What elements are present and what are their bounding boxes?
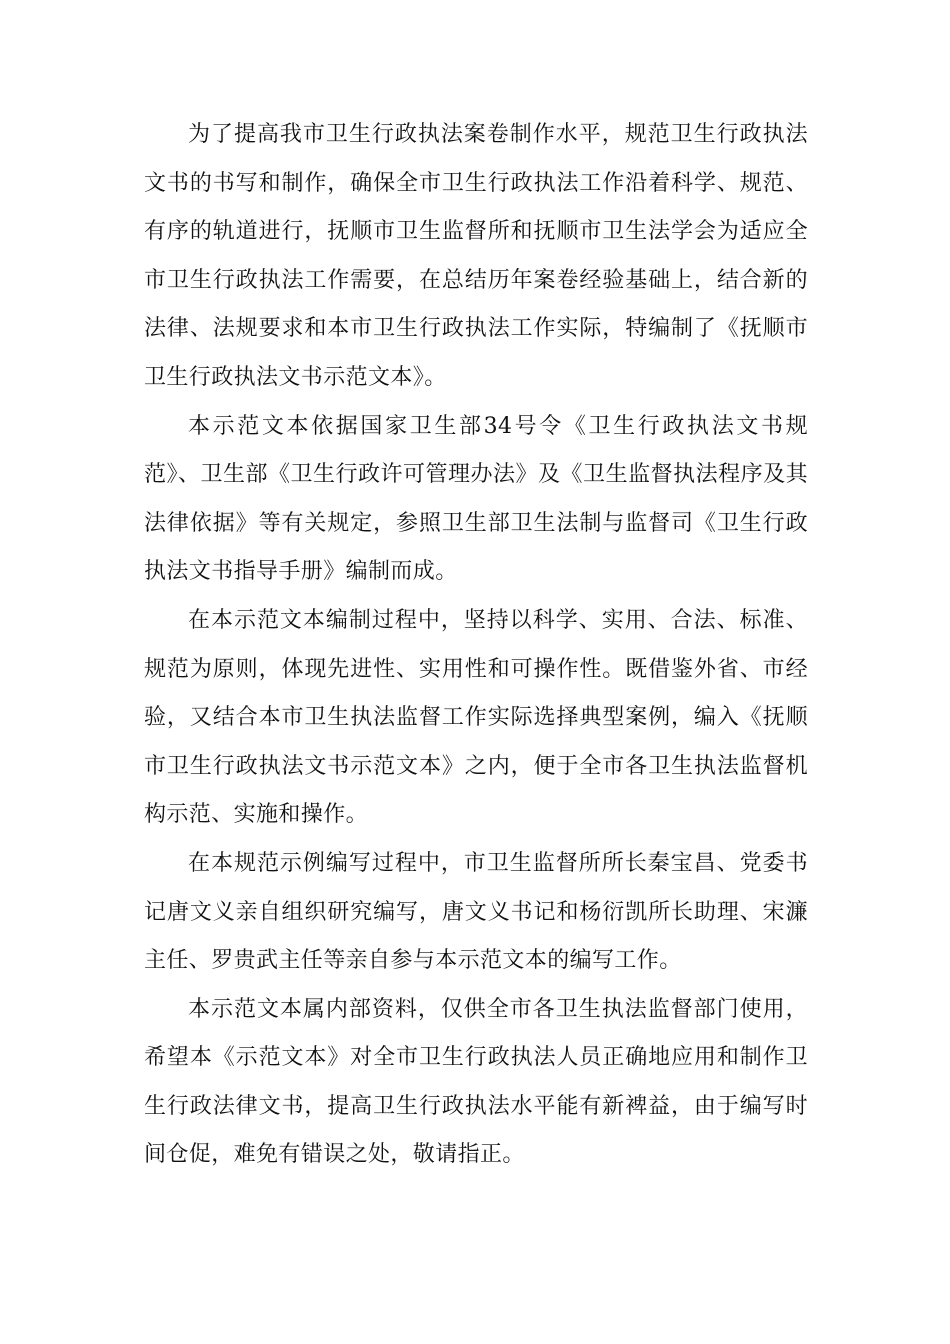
- paragraph-5: 本示范文本属内部资料，仅供全市各卫生执法监督部门使用，希望本《示范文本》对全市卫生行政执法人员正确地应用和制作卫生行政法律文书，提高卫生行政执法水平能有新裨益，由于编写时间仓促，难免有错误之处，敬请指正。: [144, 996, 808, 1168]
- document-body: [144, 111, 808, 1180]
- paragraph-2: 本示范文本依据国家卫生部34号令《卫生行政执法文书规范》、卫生部《卫生行政许可管理办法》及《卫生监督执法程序及其法律依据》等有关规定，参照卫生部卫生法制与监督司《卫生行政执法文书指导手册》编制而成。: [144, 413, 808, 585]
- paragraph-1: 为了提高我市卫生行政执法案卷制作水平，规范卫生行政执法文书的书写和制作，确保全市卫生行政执法工作沿着科学、规范、有序的轨道进行，抚顺市卫生监督所和抚顺市卫生法学会为适应全市卫生行政执法工作需要，在总结历年案卷经验基础上，结合新的法律、法规要求和本市卫生行政执法工作实际，特编制了《抚顺市卫生行政执法文书示范文本》。: [144, 122, 808, 390]
- paragraph-4: 在本规范示例编写过程中，市卫生监督所所长秦宝昌、党委书记唐文义亲自组织研究编写，唐文义书记和杨衍凯所长助理、宋濂主任、罗贵武主任等亲自参与本示范文本的编写工作。: [144, 850, 808, 974]
- paragraph-3: 在本示范文本编制过程中，坚持以科学、实用、合法、标准、规范为原则，体现先进性、实用性和可操作性。既借鉴外省、市经验，又结合本市卫生执法监督工作实际选择典型案例，编入《抚顺市卫生行政执法文书示范文本》之内，便于全市各卫生执法监督机构示范、实施和操作。: [144, 607, 808, 828]
